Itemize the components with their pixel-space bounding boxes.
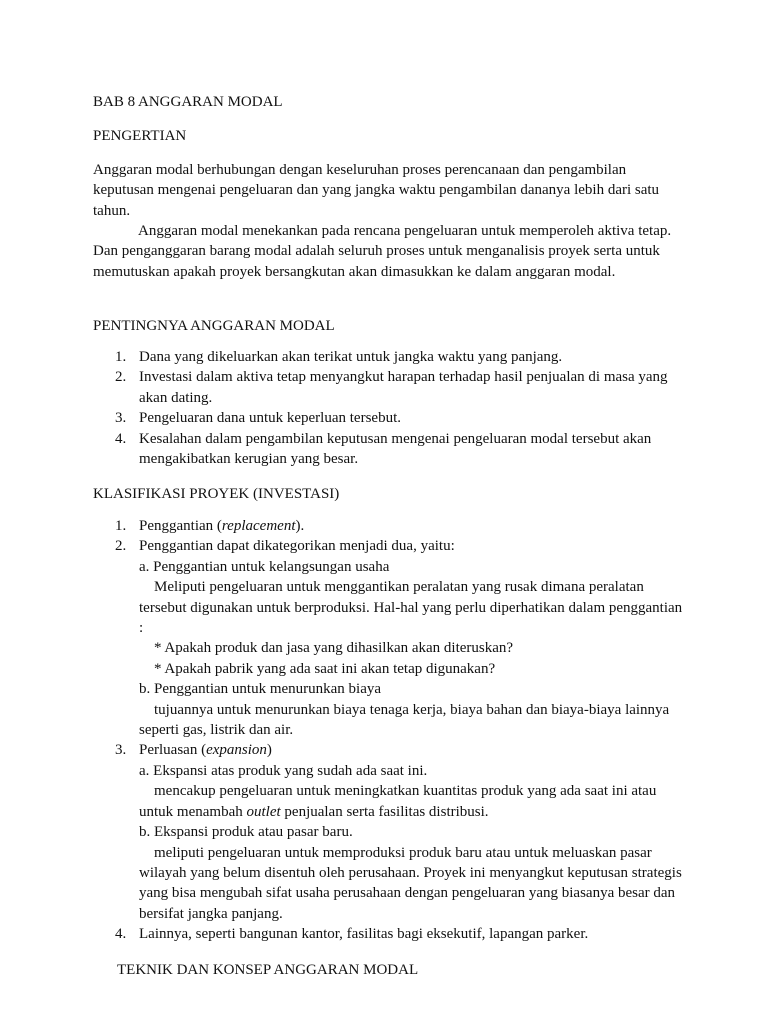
subitem-body-italic: outlet xyxy=(246,803,281,820)
paragraph-pengertian-2: Anggaran modal menekankan pada rencana pengeluaran untuk memperoleh aktiva tetap. Dan penganggaran barang modal adalah seluruh proses untuk menganalisis proyek serta untuk memutuskan apakah proyek bersangkutan akan dimasukkan ke dalam anggaran modal. xyxy=(93,223,672,280)
list-text-post: ) xyxy=(266,742,272,759)
list-number: 3. xyxy=(115,410,127,427)
heading-teknik: TEKNIK DAN KONSEP ANGGARAN MODAL xyxy=(117,962,419,978)
list-text-italic: replacement xyxy=(221,518,296,534)
heading-pentingnya: PENTINGNYA ANGGARAN MODAL xyxy=(93,318,335,334)
list-item xyxy=(93,347,683,367)
list-text: Investasi dalam aktiva tetap menyangkut harapan terhadap hasil penjualan di masa yang akan dating. xyxy=(139,369,668,406)
list-item xyxy=(93,536,683,740)
subitem-body: meliputi pengeluaran untuk memproduksi produk baru atau untuk meluaskan pasar wilayah yang belum disentuh oleh perusahaan. Proyek ini menyangkut keputusan strategis yang bisa mengubah sifat usaha perusahaan dengan pengeluaran yang biasanya besar dan bersifat jangka panjang. xyxy=(139,844,682,922)
list-number: 4. xyxy=(115,926,127,943)
list-item xyxy=(93,924,683,944)
subitem-title: b. Ekspansi produk atau pasar baru. xyxy=(139,824,353,841)
list-number: 3. xyxy=(115,742,127,759)
list-text-pre: Perluasan ( xyxy=(139,742,207,759)
list-number: 4. xyxy=(115,430,127,447)
list-number: 1. xyxy=(115,349,127,365)
heading-pengertian: PENGERTIAN xyxy=(93,128,187,144)
bullet-question: * Apakah produk dan jasa yang dihasilkan akan diteruskan? xyxy=(154,640,514,657)
subitem-body xyxy=(139,781,683,822)
subitem-body: tujuannya untuk menurunkan biaya tenaga kerja, biaya bahan dan biaya-biaya lainnya seperti gas, listrik dan air. xyxy=(139,701,670,739)
list-text: Dana yang dikeluarkan akan terikat untuk jangka waktu yang panjang. xyxy=(139,349,563,365)
list-item xyxy=(93,367,683,408)
list-item xyxy=(93,516,683,536)
list-text-italic: expansion xyxy=(206,742,267,759)
list-text-post: ). xyxy=(295,518,305,534)
document-title: BAB 8 ANGGARAN MODAL xyxy=(93,94,283,110)
subitem-title: a. Penggantian untuk kelangsungan usaha xyxy=(139,558,390,575)
bullet-question: * Apakah pabrik yang ada saat ini akan tetap digunakan? xyxy=(154,660,496,677)
heading-klasifikasi: KLASIFIKASI PROYEK (INVESTASI) xyxy=(93,486,340,502)
subitem-title: b. Penggantian untuk menurunkan biaya xyxy=(139,681,382,698)
subitem-body-post: penjualan serta fasilitas distribusi. xyxy=(280,803,489,820)
list-number: 2. xyxy=(115,369,127,386)
paragraph-pengertian-1: Anggaran modal berhubungan dengan keseluruhan proses perencanaan dan pengambilan keputusan mengenai pengeluaran dan yang jangka waktu pengambilan dananya lebih dari satu tahun. xyxy=(93,162,660,219)
list-pentingnya xyxy=(93,347,683,469)
list-item xyxy=(93,408,683,428)
list-text: Lainnya, seperti bangunan kantor, fasilitas bagi eksekutif, lapangan parker. xyxy=(139,926,589,943)
subitem-body-pre: mencakup pengeluaran untuk meningkatkan kuantitas produk yang ada saat ini atau untuk menambah xyxy=(139,783,657,820)
list-text-pre: Penggantian ( xyxy=(139,518,222,534)
list-number: 1. xyxy=(115,518,127,534)
list-klasifikasi xyxy=(93,516,683,945)
subitem-body: Meliputi pengeluaran untuk menggantikan peralatan yang rusak dimana peralatan tersebut digunakan untuk berproduksi. Hal-hal yang perlu diperhatikan dalam penggantian : xyxy=(139,579,683,637)
list-text: Kesalahan dalam pengambilan keputusan mengenai pengeluaran modal tersebut akan mengakibatkan kerugian yang besar. xyxy=(139,430,652,468)
list-text: Pengeluaran dana untuk keperluan tersebut. xyxy=(139,410,401,427)
list-number: 2. xyxy=(115,538,127,555)
list-item xyxy=(93,740,683,924)
list-item xyxy=(93,429,683,470)
list-text: Penggantian dapat dikategorikan menjadi dua, yaitu: xyxy=(139,538,455,555)
subitem-title: a. Ekspansi atas produk yang sudah ada saat ini. xyxy=(139,762,428,779)
